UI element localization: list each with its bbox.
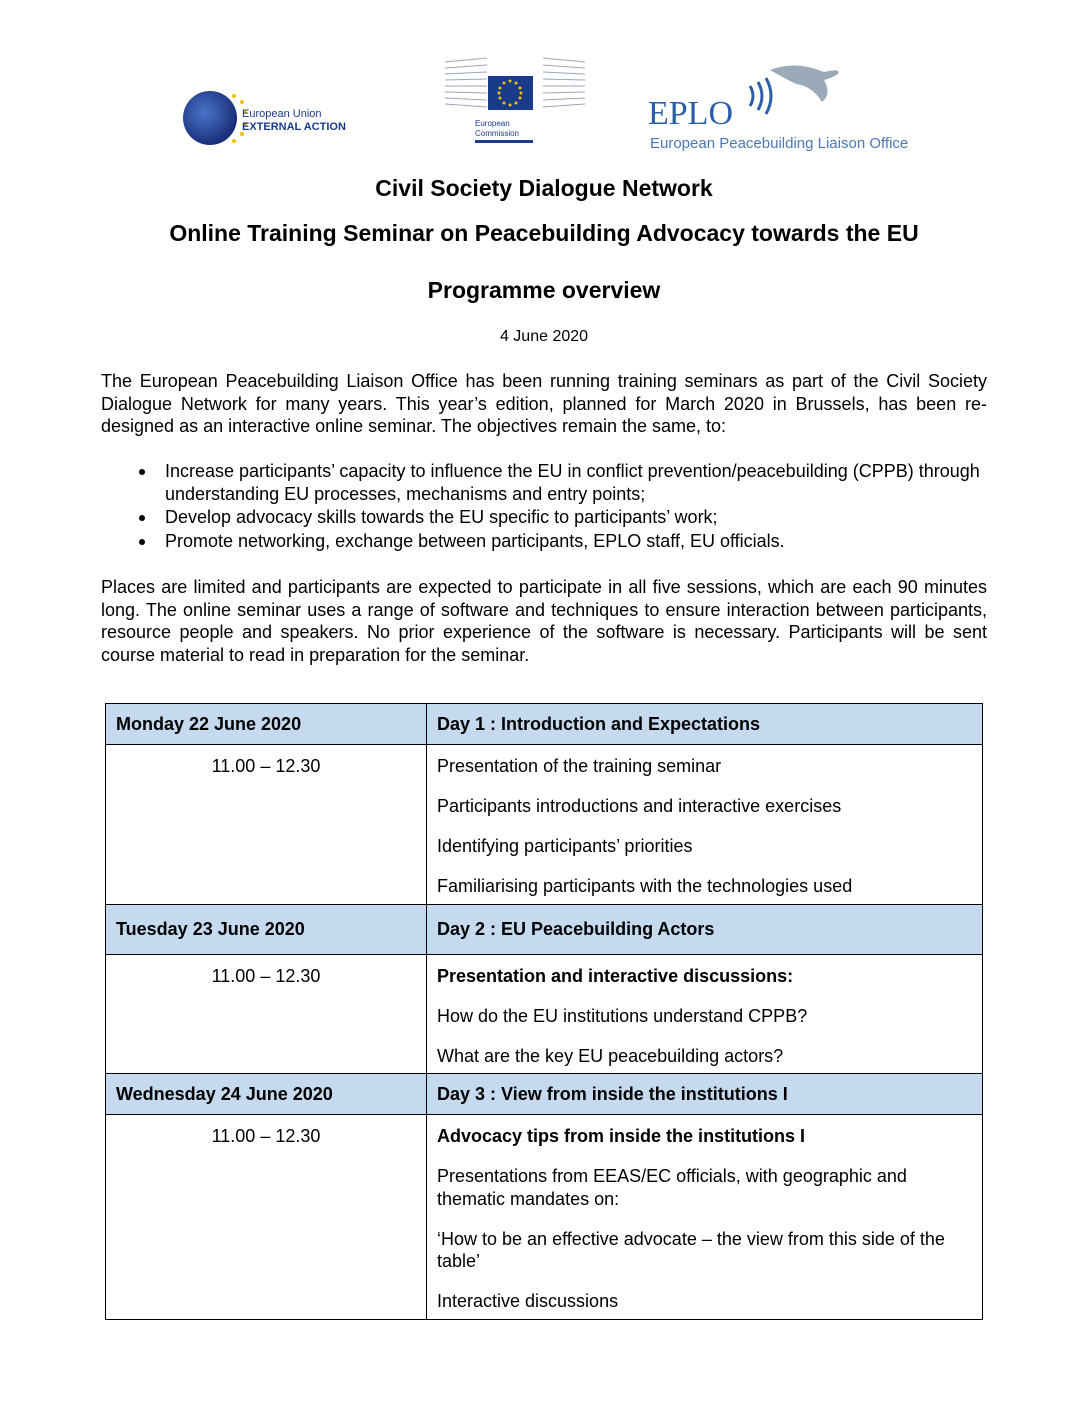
ec-logo-line1: European xyxy=(475,119,510,128)
bullet-icon xyxy=(139,515,145,521)
session-item: Participants introductions and interactive exercises xyxy=(437,796,842,816)
day-body-row xyxy=(106,745,983,905)
document-subtitle: Online Training Seminar on Peacebuilding Advocacy towards the EU xyxy=(169,220,919,246)
eplo-logo-name: EPLO xyxy=(648,95,733,132)
session-item: Identifying participants’ priorities xyxy=(437,836,693,856)
session-item: ‘How to be an effective advocate – the view from this side of the table’ xyxy=(437,1228,945,1271)
session-item: How do the EU institutions understand CPPB? xyxy=(437,1005,808,1026)
day-title: Day 3 : View from inside the institutions I xyxy=(427,1074,983,1115)
european-commission-logo xyxy=(443,48,589,148)
objective-item xyxy=(101,530,987,553)
session-item: Presentation and interactive discussions: xyxy=(437,965,794,986)
session-time: 11.00 – 12.30 xyxy=(106,745,427,905)
bullet-icon xyxy=(139,539,145,545)
eu-logo-line1: European Union xyxy=(242,108,322,120)
session-items xyxy=(427,954,983,1074)
objectives-list xyxy=(101,460,987,553)
session-item: Presentation of the training seminar xyxy=(437,756,722,776)
objective-item xyxy=(101,506,987,529)
eu-logo-line2: EXTERNAL ACTION xyxy=(242,121,346,133)
day-date: Wednesday 24 June 2020 xyxy=(106,1074,427,1115)
eplo-logo-tagline: European Peacebuilding Liaison Office xyxy=(650,135,909,152)
objective-text: Promote networking, exchange between participants, EPLO staff, EU officials. xyxy=(165,530,785,551)
section-title: Programme overview xyxy=(427,277,661,303)
day-body-row xyxy=(106,954,983,1074)
bullet-icon xyxy=(139,469,145,475)
day-date: Tuesday 23 June 2020 xyxy=(106,904,427,954)
session-item: What are the key EU peacebuilding actors? xyxy=(437,1045,784,1066)
programme-table xyxy=(105,703,983,1320)
session-item: Presentations from EEAS/EC officials, with geographic and thematic mandates on: xyxy=(437,1166,907,1209)
document-title: Civil Society Dialogue Network xyxy=(375,175,713,201)
logo-bar xyxy=(0,44,1088,154)
day-header-row xyxy=(106,904,983,954)
objective-text: Develop advocacy skills towards the EU specific to participants’ work; xyxy=(165,507,718,527)
session-time: 11.00 – 12.30 xyxy=(106,1115,427,1320)
day-title: Day 1 : Introduction and Expectations xyxy=(427,704,983,745)
day-date: Monday 22 June 2020 xyxy=(106,704,427,745)
session-items xyxy=(427,745,983,905)
session-items xyxy=(427,1115,983,1320)
session-time: 11.00 – 12.30 xyxy=(106,954,427,1074)
eu-external-action-logo xyxy=(182,90,392,150)
document-date: 4 June 2020 xyxy=(499,328,589,345)
intro-paragraph: The European Peacebuilding Liaison Office has been running training seminars as part of the Civil Society Dialogue Network for many years. This year’s edition, planned for March 2020 in Brussels, has been re-designed as an interactive online seminar. The objectives remain the same, to: xyxy=(101,371,987,436)
eplo-logo xyxy=(646,62,936,152)
day-header-row xyxy=(106,704,983,745)
day-header-row xyxy=(106,1074,983,1115)
ec-logo-line2: Commission xyxy=(475,129,520,138)
objective-text: Increase participants’ capacity to influence the EU in conflict prevention/peacebuilding (CPPB) through understanding EU processes, mechanisms and entry points; xyxy=(165,461,980,504)
session-item: Familiarising participants with the technologies used xyxy=(437,876,853,896)
places-paragraph: Places are limited and participants are expected to participate in all five sessions, which are each 90 minutes long. The online seminar uses a range of software and techniques to ensure interaction between participants, resource people and speakers. No prior experience of the software is necessary. Participants will be sent course material to read in preparation for the seminar. xyxy=(101,577,987,665)
day-title: Day 2 : EU Peacebuilding Actors xyxy=(427,904,983,954)
objective-item xyxy=(101,460,987,505)
session-item: Advocacy tips from inside the institutions I xyxy=(437,1126,806,1146)
session-item: Interactive discussions xyxy=(437,1291,619,1311)
day-body-row xyxy=(106,1115,983,1320)
